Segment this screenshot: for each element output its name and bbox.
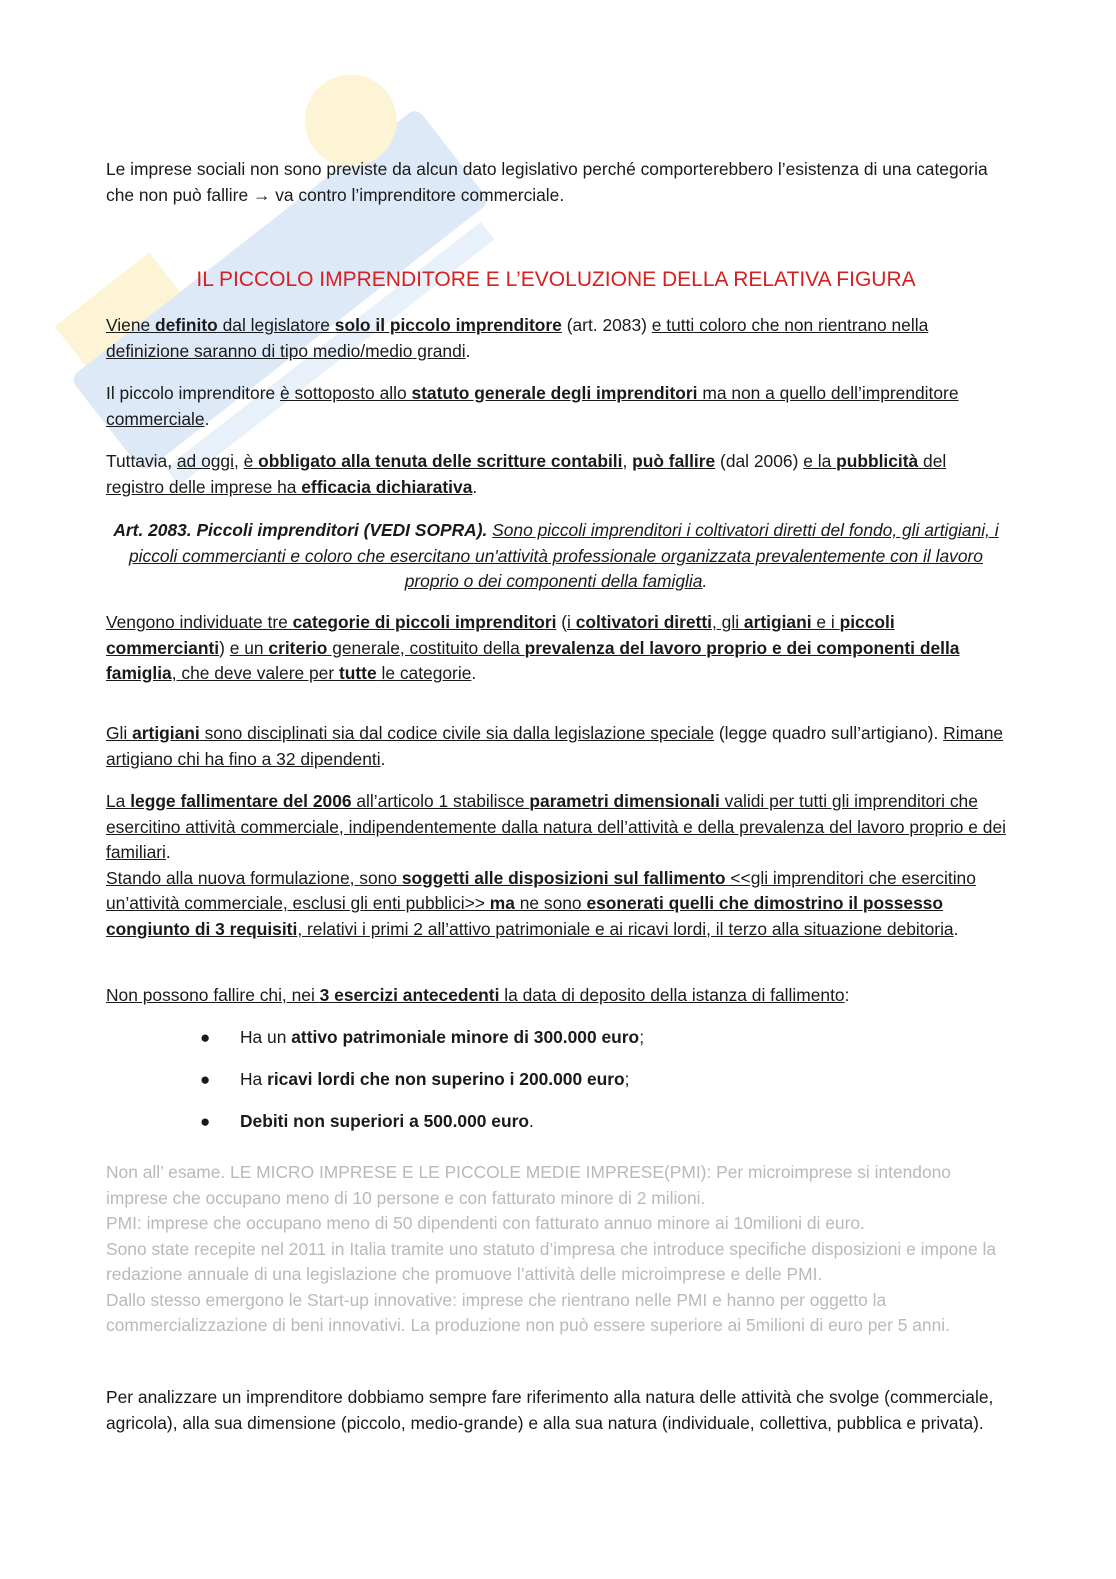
text-run: . — [702, 571, 708, 591]
text-run: definito — [155, 315, 218, 335]
text-run: ad oggi — [176, 451, 234, 471]
text-run: ma non a quello dell’imprenditore commerciale — [106, 383, 959, 429]
text-run: e un — [229, 637, 269, 658]
text-run: ma — [489, 893, 515, 913]
text-run: Sono state recepite nel 2011 in Italia tramite uno statuto d’impresa che introduce specifiche disposizioni e impone la redazione annuale di una legislazione che promuove l’attività delle microimprese e delle PMI. — [106, 1238, 997, 1284]
text-run: , gli — [712, 612, 744, 632]
text-run: sono disciplinati sia dal codice civile sia dalla legislazione speciale — [199, 723, 715, 743]
text-run: . — [528, 1111, 534, 1131]
text-run: . — [465, 340, 471, 361]
text-run: categorie di piccoli imprenditori — [292, 612, 557, 632]
text-run: del registro delle imprese ha — [106, 451, 947, 497]
obligations-paragraph — [106, 449, 1006, 500]
text-run: Le imprese sociali non sono previste da alcun dato legislativo perché comporterebbero l’esistenza di una categoria che non può fallire — [106, 159, 988, 205]
text-run: soggetti alle disposizioni sul fallimento — [401, 867, 726, 888]
statute-paragraph — [106, 381, 1006, 432]
text-run: PMI: imprese che occupano meno di 50 dipendenti con fatturato annuo minore ai 10milioni di euro. — [106, 1213, 865, 1233]
text-run: , — [233, 451, 244, 471]
text-run: esonerati quelli che dimostrino il possesso congiunto di 3 requisiti — [106, 893, 944, 939]
text-run: , — [622, 451, 633, 471]
text-run: la data di deposito della istanza di fallimento — [499, 985, 845, 1005]
requirements-intro-paragraph — [106, 983, 1006, 1009]
text-run: Viene — [106, 315, 155, 335]
section-title: IL PICCOLO IMPRENDITORE E L’EVOLUZIONE DELLA RELATIVA FIGURA — [196, 268, 916, 291]
text-run: ( — [556, 612, 568, 632]
text-run: piccoli commercianti — [106, 612, 895, 658]
text-run: , relativi i primi 2 all’attivo patrimoniale e ai ricavi lordi, il terzo alla situazione debitoria — [297, 918, 954, 939]
text-run: obbligato alla tenuta delle scritture contabili — [258, 451, 623, 471]
text-run: 3 esercizi antecedenti — [319, 985, 500, 1005]
bullet-dot-icon: ● — [200, 1028, 211, 1047]
text-run: Gli — [106, 723, 133, 743]
artisans-paragraph — [106, 721, 1006, 772]
text-run: . — [204, 408, 210, 429]
text-run: La — [106, 791, 131, 811]
not-examined-note — [106, 1160, 1006, 1339]
text-run: artigiani — [132, 723, 200, 743]
text-run: (dal 2006) — [715, 451, 804, 471]
text-run: Non all’ esame. LE MICRO IMPRESE E LE PICCOLE MEDIE IMPRESE(PMI): Per microimprese si intendono imprese che occupano meno di 10 persone e con fatturato minore di 2 milioni. — [106, 1162, 951, 1208]
text-run: . — [471, 663, 477, 683]
text-run: va contro l’imprenditore commerciale. — [270, 184, 565, 205]
text-run: validi per tutti gli imprenditori che esercitino attività commerciale, indipendentemente dalla natura dell’attività e della prevalenza del lavoro proprio e dei familiari — [106, 791, 1006, 862]
text-run: Non possono fallire chi, nei — [106, 985, 320, 1005]
text-run: Debiti non superiori a 500.000 euro — [240, 1111, 529, 1131]
text-run: (legge quadro sull’artigiano). — [714, 723, 944, 743]
text-run: è — [243, 451, 259, 471]
text-run: è sottoposto allo — [279, 383, 412, 403]
text-run: Per analizzare un imprenditore dobbiamo sempre fare riferimento alla natura delle attività che svolge (commerciale, agricola), alla sua dimensione (piccolo, medio-grande) e alla sua natura (individuale, collettiva, pubblica e privata). — [106, 1387, 994, 1433]
text-run: (art. 2083) — [561, 315, 652, 335]
text-run: statuto generale degli imprenditori — [411, 383, 698, 403]
text-run: criterio — [268, 637, 328, 658]
text-run: Tuttavia, — [106, 451, 177, 471]
categories-paragraph — [106, 610, 1006, 687]
text-run: ) — [219, 637, 230, 658]
text-run: ; — [639, 1027, 645, 1047]
text-run: Stando alla nuova formulazione, sono — [106, 867, 402, 888]
text-run: . — [165, 842, 171, 862]
bullet-dot-icon: ● — [200, 1112, 211, 1131]
text-run: tutte — [338, 663, 377, 683]
text-run: e i — [811, 612, 840, 632]
text-run: i — [567, 612, 576, 632]
conclusion-paragraph — [106, 1385, 1006, 1436]
bullet-dot-icon: ● — [200, 1070, 211, 1089]
text-run: e la — [803, 451, 837, 471]
bankruptcy-law-paragraph — [106, 789, 1006, 942]
text-run: dal legislatore — [217, 315, 335, 335]
text-run: Dallo stesso emergono le Start-up innovative: imprese che rientrano nelle PMI e hanno per oggetto la commercializzazione di beni innovativi. La produzione non può essere superiore ai 5milioni di euro per 5 anni. — [106, 1289, 950, 1335]
text-run: Art. 2083. Piccoli imprenditori (VEDI SOPRA). — [113, 520, 488, 540]
text-run: : — [844, 985, 850, 1005]
text-run: ; — [624, 1069, 630, 1089]
definition-paragraph — [106, 313, 1006, 364]
text-run: generale, costituito della — [327, 637, 525, 658]
text-run: . — [953, 918, 959, 939]
intro-paragraph — [106, 157, 1006, 208]
bullet-text — [240, 1025, 644, 1051]
bullet-text — [240, 1109, 534, 1135]
text-run: artigiani — [743, 612, 812, 632]
text-run: Rimane artigiano chi ha fino a 32 dipendenti — [106, 723, 1004, 769]
text-run: legge fallimentare del 2006 — [130, 791, 352, 811]
bullet-text — [240, 1067, 630, 1093]
text-run: all’articolo 1 stabilisce — [351, 791, 530, 811]
text-run: <<gli imprenditori che esercitino un’attività commerciale, esclusi gli enti pubblici>> — [106, 867, 976, 913]
text-run: può fallire — [632, 451, 716, 471]
article-2083-quote — [106, 518, 1006, 595]
text-run: Ha un — [240, 1027, 292, 1047]
text-run: prevalenza del lavoro proprio e dei componenti della famiglia — [106, 637, 960, 683]
text-run: le categorie — [376, 663, 472, 683]
text-run: Sono piccoli imprenditori i coltivatori diretti del fondo, gli artigiani, i piccoli commercianti e coloro che esercitano un'attività professionale organizzata prevalentemente con il lavoro proprio o dei componenti della famiglia — [129, 520, 999, 591]
arrow-icon: → — [252, 184, 271, 205]
text-run: parametri dimensionali — [529, 791, 720, 811]
text-run: , che deve valere per — [171, 663, 339, 683]
text-run: Vengono individuate tre — [106, 612, 293, 632]
text-run: Il piccolo imprenditore — [106, 383, 280, 403]
text-run: . — [472, 476, 478, 497]
text-run: Ha — [240, 1069, 268, 1089]
text-run: coltivatori diretti — [575, 612, 712, 632]
text-run: pubblicità — [836, 451, 919, 471]
text-run: efficacia dichiarativa — [301, 476, 473, 497]
text-run: ne sono — [514, 893, 587, 913]
text-run: ricavi lordi che non superino i 200.000 euro — [267, 1069, 625, 1089]
text-run: . — [380, 748, 386, 769]
text-run: solo il piccolo imprenditore — [334, 315, 562, 335]
text-run: attivo patrimoniale minore di 300.000 euro — [291, 1027, 640, 1047]
text-run: e tutti coloro che non rientrano nella definizione saranno di tipo medio/medio grandi — [106, 315, 929, 361]
